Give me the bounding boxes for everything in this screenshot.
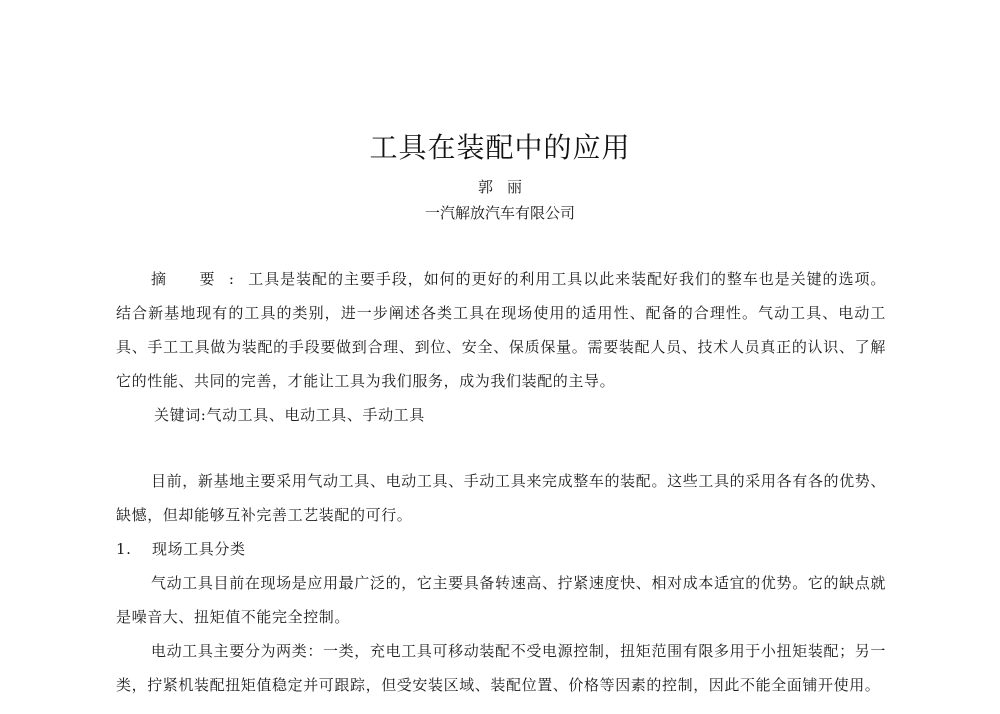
- keywords-label: 关键词:: [154, 406, 207, 424]
- intro-paragraph: 目前，新基地主要采用气动工具、电动工具、手动工具来完成整车的装配。这些工具的采用各有各的优势、缺憾，但却能够互补完善工艺装配的可行。: [116, 472, 886, 524]
- keywords-line: [116, 398, 886, 432]
- author-name: 郭丽: [477, 178, 536, 196]
- abstract-paragraph: [116, 262, 886, 398]
- author-affiliation: 一汽解放汽车有限公司: [424, 204, 575, 222]
- body-paragraph-electric: 电动工具主要分为两类：一类，充电工具可移动装配不受电源控制，扭矩范围有限多用于小扭矩装配；另一类，拧紧机装配扭矩值稳定并可跟踪，但受安装区域、装配位置、价格等因素的控制，因此不能全面铺开使用。: [116, 642, 886, 694]
- section-title: 现场工具分类: [152, 540, 246, 558]
- section-heading: [116, 532, 886, 566]
- abstract-label: 摘 要:: [151, 270, 248, 288]
- body-paragraph-pneumatic: 气动工具目前在现场是应用最广泛的，它主要具备转速高、拧紧速度快、相对成本适宜的优势。它的缺点就是噪音大、扭矩值不能完全控制。: [116, 574, 886, 626]
- main-body: [116, 464, 886, 702]
- paper-title: 工具在装配中的应用: [369, 131, 631, 164]
- abstract-text: 工具是装配的主要手段，如何的更好的利用工具以此来装配好我们的整车也是关键的选项。结合新基地现有的工具的类别，进一步阐述各类工具在现场使用的适用性、配备的合理性。气动工具、电动工具、手工工具做为装配的手段要做到合理、到位、安全、保质保量。需要装配人员、技术人员真正的认识、了解它的性能、共同的完善，才能让工具为我们服务，成为我们装配的主导。: [116, 270, 886, 390]
- keywords-text: 气动工具、电动工具、手动工具: [206, 406, 425, 424]
- section-number: 1.: [116, 540, 132, 558]
- abstract-section: [116, 262, 886, 432]
